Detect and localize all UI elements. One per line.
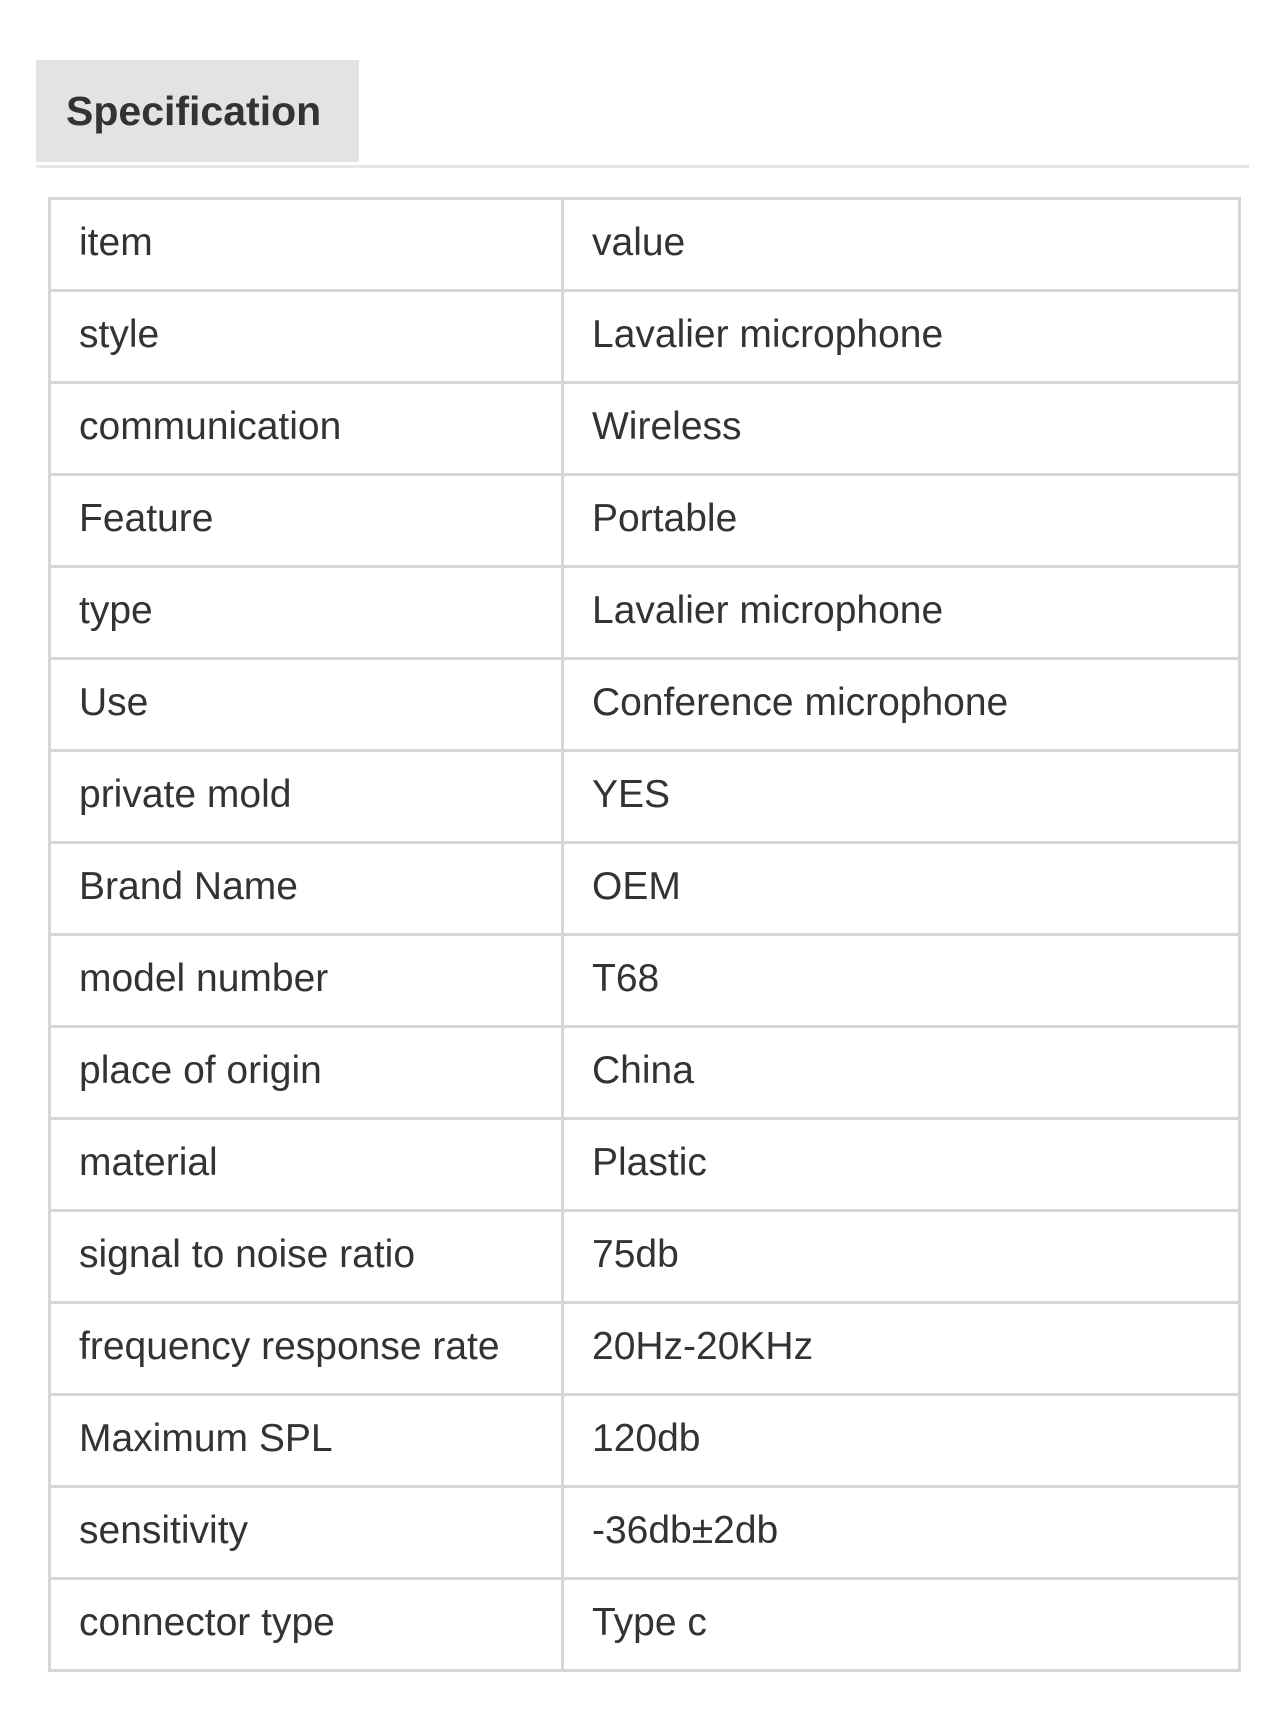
table-row (50, 1303, 1240, 1395)
spec-item-cell: Feature (50, 475, 563, 567)
tab-bar (36, 60, 1249, 168)
spec-item-cell: place of origin (50, 1027, 563, 1119)
specification-table (48, 197, 1241, 1672)
spec-item-cell: style (50, 291, 563, 383)
spec-value-cell: Lavalier microphone (563, 567, 1240, 659)
spec-value-cell: Conference microphone (563, 659, 1240, 751)
table-row (50, 935, 1240, 1027)
spec-value-cell: YES (563, 751, 1240, 843)
spec-value-cell: Portable (563, 475, 1240, 567)
spec-item-cell: communication (50, 383, 563, 475)
spec-item-cell: Brand Name (50, 843, 563, 935)
table-row (50, 383, 1240, 475)
spec-value-cell: 120db (563, 1395, 1240, 1487)
spec-item-cell: frequency response rate (50, 1303, 563, 1395)
spec-item-cell: item (50, 199, 563, 291)
spec-item-cell: material (50, 1119, 563, 1211)
table-row (50, 567, 1240, 659)
spec-value-cell: 75db (563, 1211, 1240, 1303)
table-row (50, 291, 1240, 383)
spec-value-cell: OEM (563, 843, 1240, 935)
spec-item-cell: Maximum SPL (50, 1395, 563, 1487)
spec-item-cell: model number (50, 935, 563, 1027)
spec-item-cell: connector type (50, 1579, 563, 1671)
table-row (50, 475, 1240, 567)
table-row (50, 1027, 1240, 1119)
spec-value-cell: Lavalier microphone (563, 291, 1240, 383)
table-row (50, 1119, 1240, 1211)
table-row (50, 1487, 1240, 1579)
spec-item-cell: sensitivity (50, 1487, 563, 1579)
spec-item-cell: Use (50, 659, 563, 751)
spec-value-cell: value (563, 199, 1240, 291)
spec-value-cell: Wireless (563, 383, 1240, 475)
spec-value-cell: Type c (563, 1579, 1240, 1671)
table-row (50, 659, 1240, 751)
spec-value-cell: 20Hz-20KHz (563, 1303, 1240, 1395)
spec-item-cell: private mold (50, 751, 563, 843)
spec-value-cell: China (563, 1027, 1240, 1119)
table-row (50, 1395, 1240, 1487)
spec-item-cell: type (50, 567, 563, 659)
spec-value-cell: -36db±2db (563, 1487, 1240, 1579)
spec-value-cell: T68 (563, 935, 1240, 1027)
spec-value-cell: Plastic (563, 1119, 1240, 1211)
table-row (50, 751, 1240, 843)
table-row (50, 1211, 1240, 1303)
table-row (50, 843, 1240, 935)
table-row (50, 199, 1240, 291)
table-row (50, 1579, 1240, 1671)
spec-item-cell: signal to noise ratio (50, 1211, 563, 1303)
tab-specification[interactable]: Specification (36, 60, 359, 162)
